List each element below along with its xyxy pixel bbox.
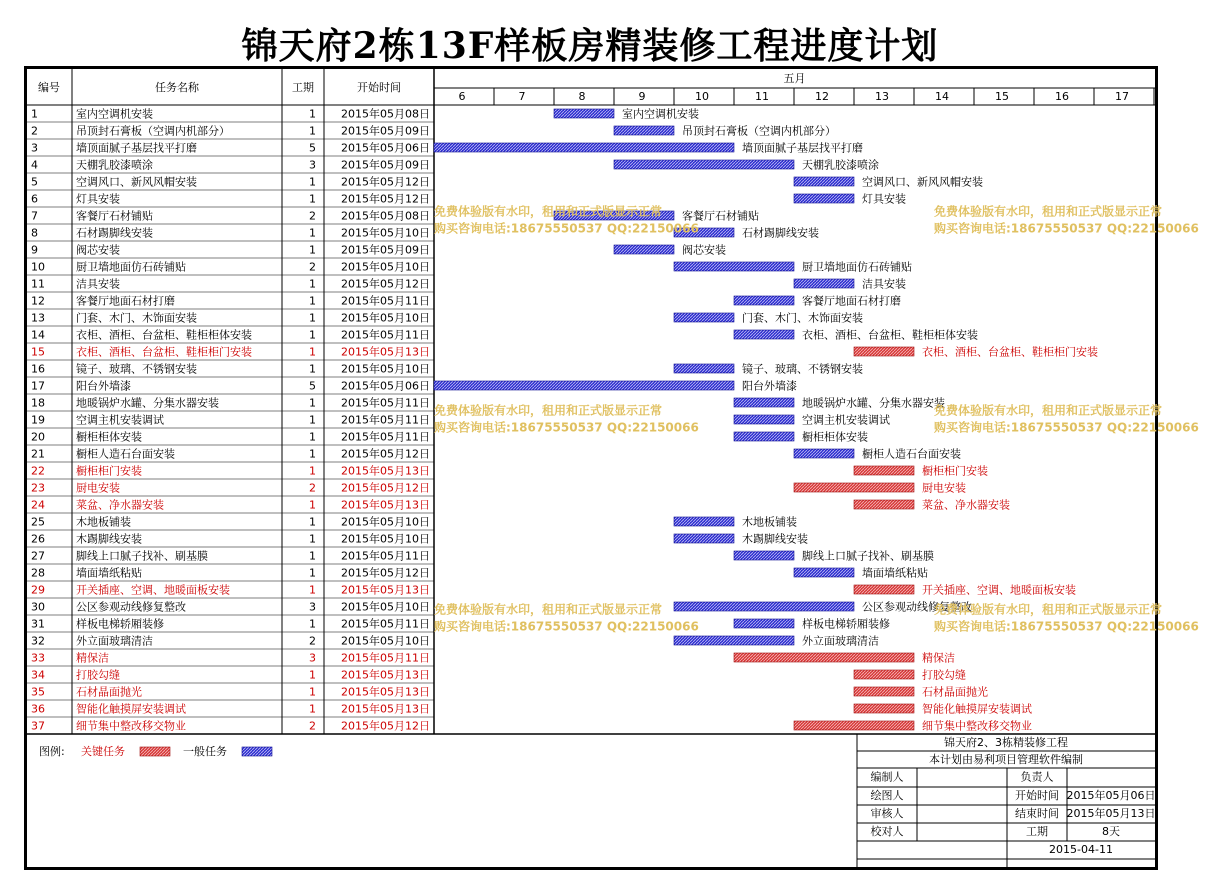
bar-label: 客餐厅地面石材打磨 — [802, 294, 901, 308]
info-duration-value: 8天 — [1102, 825, 1120, 838]
normal-task-bar — [794, 279, 854, 288]
col-header-id: 编号 — [38, 81, 60, 94]
bar-label: 室内空调机安装 — [622, 107, 699, 121]
info-reviewer-label: 审核人 — [870, 807, 904, 820]
bar-label: 脚线上口腻子找补、刷基膜 — [802, 549, 934, 563]
task-start: 2015年05月12日 — [341, 566, 430, 580]
bar-label: 墙顶面腻子基层找平打磨 — [742, 141, 863, 155]
normal-task-bar — [734, 398, 794, 407]
task-name: 打胶勾缝 — [76, 668, 120, 682]
timeline-day: 14 — [935, 90, 949, 103]
bar-label: 菜盆、净水器安装 — [922, 498, 1010, 512]
bar-label: 阀芯安装 — [682, 243, 726, 257]
task-name: 墙面墙纸粘贴 — [76, 566, 142, 580]
normal-task-bar — [434, 143, 734, 152]
bar-label: 厨卫墙地面仿石砖铺贴 — [802, 260, 912, 274]
task-duration: 5 — [309, 379, 316, 393]
task-duration: 3 — [309, 158, 316, 172]
timeline-day: 12 — [815, 90, 829, 103]
timeline-day: 16 — [1055, 90, 1069, 103]
task-duration: 1 — [309, 583, 316, 597]
critical-task-bar — [854, 687, 914, 696]
task-name: 室内空调机安装 — [76, 107, 153, 121]
task-id: 22 — [31, 464, 45, 478]
legend-normal-label: 一般任务 — [183, 745, 227, 758]
task-id: 16 — [31, 362, 45, 376]
bar-label: 智能化触摸屏安装调试 — [922, 702, 1032, 716]
task-id: 15 — [31, 345, 45, 359]
legend-normal-swatch — [242, 747, 272, 756]
task-name: 客餐厅石材铺贴 — [76, 209, 153, 223]
task-id: 26 — [31, 532, 45, 546]
bar-label: 石材晶面抛光 — [922, 685, 988, 699]
normal-task-bar — [674, 517, 734, 526]
normal-task-bar — [614, 160, 794, 169]
normal-task-bar — [434, 381, 734, 390]
task-name: 天棚乳胶漆喷涂 — [76, 158, 153, 172]
watermark-line1: 免费体验版有水印，租用和正式版显示正常 — [434, 204, 663, 219]
timeline-day: 9 — [638, 90, 646, 103]
task-start: 2015年05月11日 — [341, 413, 430, 427]
task-id: 25 — [31, 515, 45, 529]
task-start: 2015年05月10日 — [341, 260, 430, 274]
col-header-start: 开始时间 — [357, 81, 401, 94]
task-name: 石材晶面抛光 — [76, 685, 142, 699]
task-id: 12 — [31, 294, 45, 308]
task-duration: 3 — [309, 651, 316, 665]
gantt-frame — [24, 66, 1199, 870]
task-name: 空调主机安装调试 — [76, 413, 164, 427]
info-end-label: 结束时间 — [1015, 807, 1059, 820]
task-duration: 1 — [309, 668, 316, 682]
bar-label: 空调风口、新风风帽安装 — [862, 175, 983, 189]
task-id: 8 — [31, 226, 38, 240]
task-name: 空调风口、新风风帽安装 — [76, 175, 197, 189]
task-name: 智能化触摸屏安装调试 — [76, 702, 186, 716]
task-id: 36 — [31, 702, 45, 716]
watermark-line2: 购买咨询电话:18675550537 QQ:22150066 — [934, 619, 1199, 634]
task-id: 9 — [31, 243, 38, 257]
task-name: 阳台外墙漆 — [76, 379, 131, 393]
task-name: 厨电安装 — [76, 481, 120, 495]
task-duration: 1 — [309, 549, 316, 563]
normal-task-bar — [734, 415, 794, 424]
task-id: 37 — [31, 719, 45, 733]
task-start: 2015年05月10日 — [341, 226, 430, 240]
task-start: 2015年05月12日 — [341, 481, 430, 495]
task-duration: 1 — [309, 447, 316, 461]
bar-label: 公区参观动线修复整改 — [862, 600, 972, 614]
task-duration: 1 — [309, 175, 316, 189]
task-start: 2015年05月10日 — [341, 311, 430, 325]
info-checker-label: 校对人 — [870, 825, 904, 838]
task-id: 29 — [31, 583, 45, 597]
task-start: 2015年05月12日 — [341, 192, 430, 206]
task-name: 吊顶封石膏板（空调内机部分） — [76, 124, 230, 138]
normal-task-bar — [674, 534, 734, 543]
task-id: 27 — [31, 549, 45, 563]
timeline-month: 五月 — [783, 72, 806, 85]
task-start: 2015年05月12日 — [341, 175, 430, 189]
task-name: 细节集中整改移交物业 — [76, 719, 186, 733]
timeline-day: 15 — [995, 90, 1009, 103]
task-duration: 1 — [309, 515, 316, 529]
task-start: 2015年05月13日 — [341, 702, 430, 716]
task-id: 31 — [31, 617, 45, 631]
task-name: 客餐厅地面石材打磨 — [76, 294, 175, 308]
task-duration: 1 — [309, 566, 316, 580]
task-start: 2015年05月12日 — [341, 719, 430, 733]
task-duration: 2 — [309, 719, 316, 733]
bar-label: 样板电梯轿厢装修 — [802, 617, 890, 631]
task-id: 33 — [31, 651, 45, 665]
task-start: 2015年05月08日 — [341, 107, 430, 121]
task-duration: 1 — [309, 685, 316, 699]
info-date: 2015-04-11 — [1049, 843, 1113, 856]
normal-task-bar — [674, 364, 734, 373]
bar-label: 橱柜柜门安装 — [922, 464, 988, 478]
info-duration-label: 工期 — [1026, 825, 1048, 838]
normal-task-bar — [794, 568, 854, 577]
watermark-line1: 免费体验版有水印，租用和正式版显示正常 — [934, 204, 1163, 219]
task-duration: 1 — [309, 532, 316, 546]
watermark-line1: 免费体验版有水印，租用和正式版显示正常 — [934, 403, 1163, 418]
critical-task-bar — [854, 704, 914, 713]
critical-task-bar — [794, 483, 914, 492]
task-id: 10 — [31, 260, 45, 274]
task-duration: 1 — [309, 430, 316, 444]
task-start: 2015年05月13日 — [341, 583, 430, 597]
normal-task-bar — [794, 449, 854, 458]
task-start: 2015年05月10日 — [341, 515, 430, 529]
watermark-line2: 购买咨询电话:18675550537 QQ:22150066 — [934, 221, 1199, 236]
task-name: 门套、木门、木饰面安装 — [76, 311, 197, 325]
task-name: 橱柜柜体安装 — [76, 430, 142, 444]
bar-label: 门套、木门、木饰面安装 — [742, 311, 863, 325]
task-duration: 1 — [309, 277, 316, 291]
watermark-line1: 免费体验版有水印，租用和正式版显示正常 — [434, 602, 663, 617]
watermark-line2: 购买咨询电话:18675550537 QQ:22150066 — [934, 420, 1199, 435]
task-start: 2015年05月12日 — [341, 277, 430, 291]
task-name: 橱柜人造石台面安装 — [76, 447, 175, 461]
task-duration: 1 — [309, 192, 316, 206]
info-drawer-label: 绘图人 — [870, 789, 904, 802]
normal-task-bar — [674, 636, 794, 645]
bar-label: 石材踢脚线安装 — [742, 226, 819, 240]
task-duration: 1 — [309, 498, 316, 512]
task-start: 2015年05月06日 — [341, 141, 430, 155]
task-start: 2015年05月06日 — [341, 379, 430, 393]
timeline-day: 10 — [695, 90, 709, 103]
task-start: 2015年05月13日 — [341, 685, 430, 699]
task-duration: 5 — [309, 141, 316, 155]
task-start: 2015年05月11日 — [341, 328, 430, 342]
timeline-day: 8 — [578, 90, 586, 103]
task-name: 外立面玻璃清洁 — [76, 634, 153, 648]
legend-critical-swatch — [140, 747, 170, 756]
info-end-value: 2015年05月13日 — [1066, 807, 1156, 820]
task-start: 2015年05月13日 — [341, 498, 430, 512]
bar-label: 开关插座、空调、地暖面板安装 — [922, 583, 1076, 597]
timeline-day: 17 — [1115, 90, 1129, 103]
task-duration: 1 — [309, 226, 316, 240]
critical-task-bar — [734, 653, 914, 662]
task-duration: 1 — [309, 362, 316, 376]
task-duration: 2 — [309, 260, 316, 274]
bar-label: 橱柜柜体安装 — [802, 430, 868, 444]
task-id: 17 — [31, 379, 45, 393]
task-id: 32 — [31, 634, 45, 648]
info-editor-label: 编制人 — [870, 770, 904, 784]
task-start: 2015年05月13日 — [341, 668, 430, 682]
task-start: 2015年05月12日 — [341, 447, 430, 461]
task-start: 2015年05月11日 — [341, 617, 430, 631]
legend-label: 图例: — [39, 745, 65, 758]
task-duration: 1 — [309, 243, 316, 257]
bar-label: 墙面墙纸粘贴 — [862, 566, 928, 580]
task-name: 墙顶面腻子基层找平打磨 — [76, 141, 197, 155]
task-duration: 2 — [309, 209, 316, 223]
critical-task-bar — [854, 585, 914, 594]
normal-task-bar — [734, 619, 794, 628]
timeline-day: 11 — [755, 90, 769, 103]
bar-label: 木地板铺装 — [742, 515, 797, 529]
task-start: 2015年05月11日 — [341, 430, 430, 444]
watermark-line1: 免费体验版有水印，租用和正式版显示正常 — [434, 403, 663, 418]
task-duration: 1 — [309, 124, 316, 138]
task-duration: 1 — [309, 464, 316, 478]
task-id: 28 — [31, 566, 45, 580]
task-start: 2015年05月13日 — [341, 464, 430, 478]
task-start: 2015年05月10日 — [341, 600, 430, 614]
bar-label: 打胶勾缝 — [922, 668, 966, 682]
task-id: 2 — [31, 124, 38, 138]
bar-label: 镜子、玻璃、不锈钢安装 — [742, 362, 863, 376]
critical-task-bar — [854, 500, 914, 509]
bar-label: 橱柜人造石台面安装 — [862, 447, 961, 461]
task-name: 镜子、玻璃、不锈钢安装 — [76, 362, 197, 376]
task-duration: 1 — [309, 396, 316, 410]
bar-label: 天棚乳胶漆喷涂 — [802, 158, 879, 172]
task-name: 衣柜、酒柜、台盆柜、鞋柜柜体安装 — [76, 328, 252, 342]
bar-label: 厨电安装 — [922, 481, 966, 495]
normal-task-bar — [614, 126, 674, 135]
task-start: 2015年05月11日 — [341, 294, 430, 308]
bar-label: 灯具安装 — [862, 192, 906, 206]
task-id: 30 — [31, 600, 45, 614]
task-id: 13 — [31, 311, 45, 325]
bar-label: 阳台外墙漆 — [742, 379, 797, 393]
task-duration: 3 — [309, 600, 316, 614]
bar-label: 衣柜、酒柜、台盆柜、鞋柜柜门安装 — [922, 345, 1098, 359]
info-start-value: 2015年05月06日 — [1066, 789, 1156, 802]
task-name: 灯具安装 — [76, 192, 120, 206]
task-id: 11 — [31, 277, 45, 291]
legend-critical-label: 关键任务 — [81, 745, 125, 758]
task-name: 开关插座、空调、地暖面板安装 — [76, 583, 230, 597]
task-duration: 2 — [309, 634, 316, 648]
watermark-line2: 购买咨询电话:18675550537 QQ:22150066 — [434, 420, 699, 435]
task-duration: 1 — [309, 702, 316, 716]
task-start: 2015年05月08日 — [341, 209, 430, 223]
task-name: 公区参观动线修复整改 — [76, 600, 186, 614]
task-name: 衣柜、酒柜、台盆柜、鞋柜柜门安装 — [76, 345, 252, 359]
bar-label: 地暖锅炉水罐、分集水器安装 — [802, 396, 945, 410]
critical-task-bar — [794, 721, 914, 730]
task-start: 2015年05月11日 — [341, 396, 430, 410]
critical-task-bar — [854, 670, 914, 679]
task-duration: 1 — [309, 107, 316, 121]
task-duration: 1 — [309, 328, 316, 342]
task-id: 34 — [31, 668, 45, 682]
bar-label: 细节集中整改移交物业 — [922, 719, 1032, 733]
watermark-line1: 免费体验版有水印，租用和正式版显示正常 — [934, 602, 1163, 617]
task-id: 6 — [31, 192, 38, 206]
task-id: 20 — [31, 430, 45, 444]
info-start-label: 开始时间 — [1015, 789, 1059, 802]
task-id: 21 — [31, 447, 45, 461]
task-id: 23 — [31, 481, 45, 495]
info-project: 锦天府2、3栋精装修工程 — [944, 736, 1068, 749]
normal-task-bar — [674, 313, 734, 322]
bar-label: 精保洁 — [922, 651, 955, 665]
normal-task-bar — [614, 245, 674, 254]
task-id: 7 — [31, 209, 38, 223]
bar-label: 衣柜、酒柜、台盆柜、鞋柜柜体安装 — [802, 328, 978, 342]
task-start: 2015年05月09日 — [341, 124, 430, 138]
critical-task-bar — [854, 466, 914, 475]
task-name: 地暖锅炉水罐、分集水器安装 — [76, 396, 219, 410]
normal-task-bar — [794, 177, 854, 186]
col-header-duration: 工期 — [292, 81, 314, 94]
critical-task-bar — [854, 347, 914, 356]
watermark-line2: 购买咨询电话:18675550537 QQ:22150066 — [434, 619, 699, 634]
task-start: 2015年05月10日 — [341, 532, 430, 546]
task-start: 2015年05月10日 — [341, 362, 430, 376]
task-duration: 1 — [309, 345, 316, 359]
task-name: 样板电梯轿厢装修 — [76, 617, 164, 631]
task-start: 2015年05月09日 — [341, 243, 430, 257]
task-start: 2015年05月11日 — [341, 651, 430, 665]
task-name: 木踢脚线安装 — [76, 532, 142, 546]
timeline-day: 13 — [875, 90, 889, 103]
watermark-line2: 购买咨询电话:18675550537 QQ:22150066 — [434, 221, 699, 236]
task-duration: 2 — [309, 481, 316, 495]
bar-label: 空调主机安装调试 — [802, 413, 890, 427]
task-name: 厨卫墙地面仿石砖铺贴 — [76, 260, 186, 274]
task-name: 脚线上口腻子找补、刷基膜 — [76, 549, 208, 563]
task-name: 石材踢脚线安装 — [76, 226, 153, 240]
task-id: 18 — [31, 396, 45, 410]
bar-label: 吊顶封石膏板（空调内机部分） — [682, 124, 836, 138]
col-header-name: 任务名称 — [155, 81, 199, 94]
task-duration: 1 — [309, 311, 316, 325]
normal-task-bar — [794, 194, 854, 203]
chart-title: 锦天府2栋13F样板房精装修工程进度计划 — [241, 25, 939, 67]
task-start: 2015年05月13日 — [341, 345, 430, 359]
bar-label: 洁具安装 — [862, 277, 906, 291]
task-name: 精保洁 — [76, 651, 109, 665]
task-id: 35 — [31, 685, 45, 699]
normal-task-bar — [734, 432, 794, 441]
task-start: 2015年05月11日 — [341, 549, 430, 563]
bar-label: 外立面玻璃清洁 — [802, 634, 879, 648]
normal-task-bar — [734, 330, 794, 339]
bar-label: 客餐厅石材铺贴 — [682, 209, 759, 223]
info-owner-label: 负责人 — [1020, 770, 1054, 784]
task-name: 洁具安装 — [76, 277, 120, 291]
normal-task-bar — [734, 296, 794, 305]
task-duration: 1 — [309, 413, 316, 427]
task-name: 橱柜柜门安装 — [76, 464, 142, 478]
task-id: 14 — [31, 328, 45, 342]
task-start: 2015年05月09日 — [341, 158, 430, 172]
task-id: 24 — [31, 498, 45, 512]
task-id: 19 — [31, 413, 45, 427]
gantt-chart — [27, 69, 1199, 867]
task-id: 3 — [31, 141, 38, 155]
normal-task-bar — [734, 551, 794, 560]
task-id: 5 — [31, 175, 38, 189]
timeline-day: 6 — [458, 90, 466, 103]
normal-task-bar — [674, 262, 794, 271]
normal-task-bar — [674, 602, 854, 611]
task-duration: 1 — [309, 617, 316, 631]
timeline-day: 7 — [518, 90, 526, 103]
normal-task-bar — [554, 109, 614, 118]
task-start: 2015年05月10日 — [341, 634, 430, 648]
task-duration: 1 — [309, 294, 316, 308]
task-id: 1 — [31, 107, 38, 121]
task-name: 阀芯安装 — [76, 243, 120, 257]
info-software: 本计划由易利项目管理软件编制 — [929, 753, 1083, 766]
task-name: 木地板铺装 — [76, 515, 131, 529]
task-id: 4 — [31, 158, 38, 172]
task-name: 菜盆、净水器安装 — [76, 498, 164, 512]
bar-label: 木踢脚线安装 — [742, 532, 808, 546]
